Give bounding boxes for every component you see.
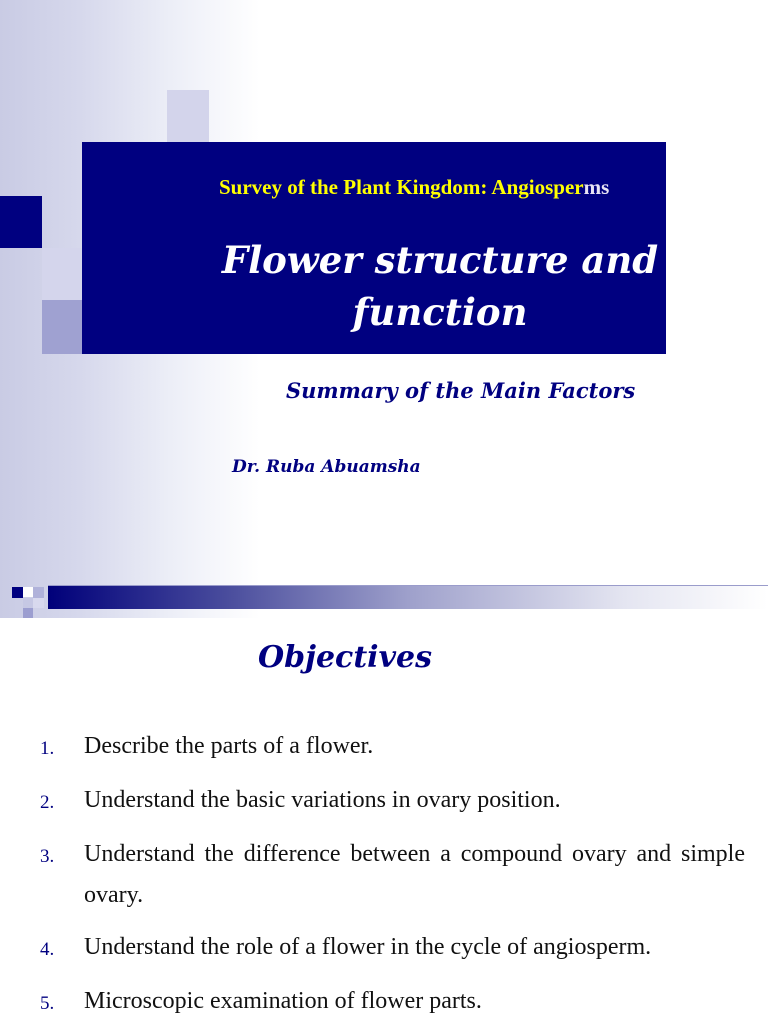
decor-square-small: [12, 587, 23, 598]
course-title: [219, 174, 759, 200]
gradient-divider: [48, 585, 768, 609]
decor-square: [42, 248, 83, 300]
decor-square: [42, 300, 83, 354]
objectives-list: [40, 726, 745, 1035]
objective-text: Microscopic examination of flower parts.: [84, 988, 482, 1014]
decor-square-small: [23, 587, 33, 597]
objective-text: Understand the role of a flower in the cycle of angiosperm.: [84, 934, 652, 960]
objective-number: 1.: [40, 738, 55, 759]
decor-square: [167, 90, 209, 142]
main-title: Flower structure and function: [221, 238, 659, 334]
decor-block: [0, 196, 42, 248]
author-name: Dr. Ruba Abuamsha: [232, 457, 421, 477]
decor-square-small: [33, 587, 44, 598]
summary-subtitle: Summary of the Main Factors: [286, 378, 636, 403]
decor-square-small: [23, 608, 33, 618]
objective-text: Understand the difference between a compound ovary and simple ovary.: [84, 841, 745, 908]
objective-number: 2.: [40, 792, 55, 813]
decor-square-small: [23, 598, 33, 608]
course-title-overflow: ms: [583, 175, 610, 199]
objective-item: [40, 981, 745, 1024]
objective-item: [40, 726, 745, 769]
objective-number: 5.: [40, 993, 55, 1014]
objective-item: [40, 834, 745, 916]
divider-line: [48, 585, 768, 586]
decor-square-small: [33, 598, 44, 608]
objective-number: 4.: [40, 939, 55, 960]
objective-item: [40, 927, 745, 970]
course-title-text: Survey of the Plant Kingdom: Angiosper: [219, 175, 584, 199]
objective-item: [40, 780, 745, 823]
objective-number: 3.: [40, 846, 55, 867]
objectives-heading: Objectives: [258, 640, 432, 675]
objective-text: Understand the basic variations in ovary position.: [84, 787, 561, 813]
objective-text: Describe the parts of a flower.: [84, 733, 374, 759]
